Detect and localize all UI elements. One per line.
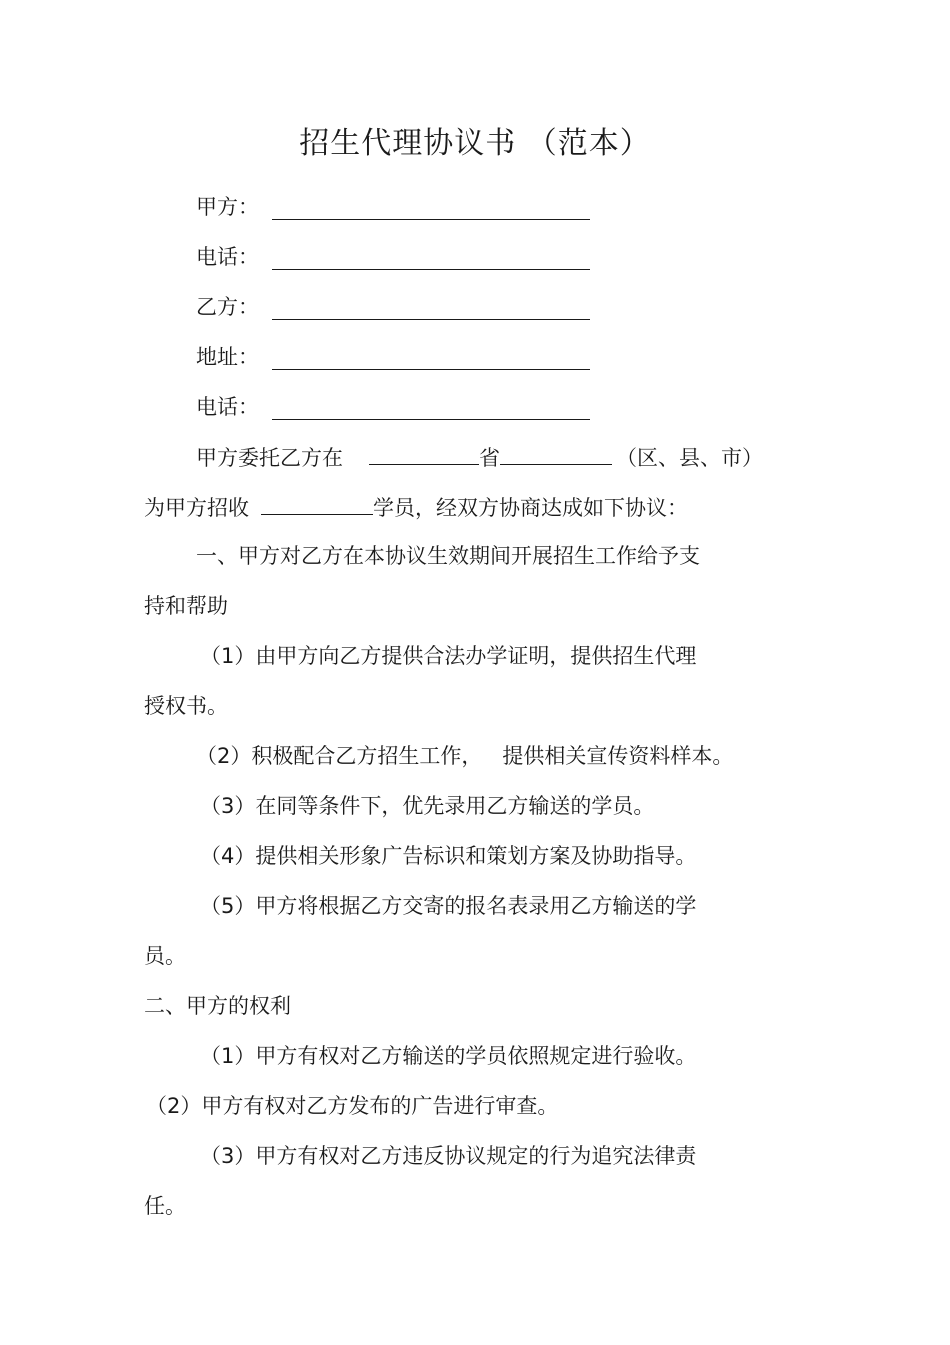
intro-blank-region: [500, 440, 612, 465]
section1-item5-line2: 员。: [144, 944, 186, 968]
party-a-phone-blank: [272, 245, 590, 270]
intro-blank-location: [369, 440, 479, 465]
party-b-phone-label: 电话：: [196, 395, 259, 419]
intro-blank-count: [261, 490, 373, 515]
intro-text-1: 甲方委托乙方在: [196, 446, 343, 470]
section1-item4: （4）提供相关形象广告标识和策划方案及协助指导。: [200, 844, 697, 868]
section2-item3-line2: 任。: [144, 1194, 186, 1218]
section1-heading-line1: 一、甲方对乙方在本协议生效期间开展招生工作给予支: [196, 544, 700, 568]
section2-heading: 二、甲方的权利: [144, 994, 291, 1018]
intro-region-text: （区、县、市）: [616, 446, 763, 470]
intro-text-2: 为甲方招收: [144, 496, 249, 520]
party-a-phone-label: 电话：: [196, 245, 259, 269]
party-a-blank: [272, 195, 590, 220]
section1-item2-b: 提供相关宣传资料样本。: [502, 744, 734, 768]
section1-item2: [196, 740, 733, 772]
intro-line-1: [196, 440, 763, 474]
party-b-blank: [272, 295, 590, 320]
section2-item3-line1: （3）甲方有权对乙方违反协议规定的行为追究法律责: [200, 1144, 697, 1168]
section1-item2-a: （2）积极配合乙方招生工作，: [196, 744, 483, 768]
document-title: 招生代理协议书 （范本）: [299, 126, 651, 161]
intro-province: 省: [479, 446, 500, 470]
section1-item1-line2: 授权书。: [144, 694, 228, 718]
party-b-address-blank: [272, 345, 590, 370]
section2-item1: （1）甲方有权对乙方输送的学员依照规定进行验收。: [200, 1044, 697, 1068]
section1-item3: （3）在同等条件下，优先录用乙方输送的学员。: [200, 794, 655, 818]
party-b-label: 乙方：: [196, 295, 259, 319]
section1-heading-line2: 持和帮助: [144, 594, 228, 618]
section1-item5-line1: （5）甲方将根据乙方交寄的报名表录用乙方输送的学: [200, 894, 697, 918]
section1-item1-line1: （1）由甲方向乙方提供合法办学证明，提供招生代理: [200, 644, 697, 668]
intro-text-3: 学员，经双方协商达成如下协议：: [373, 496, 688, 520]
party-b-address-label: 地址：: [196, 345, 259, 369]
intro-line-2: [144, 490, 688, 524]
party-b-phone-blank: [272, 395, 590, 420]
party-a-label: 甲方：: [196, 195, 259, 219]
section2-item2: （2）甲方有权对乙方发布的广告进行审查。: [146, 1094, 559, 1118]
